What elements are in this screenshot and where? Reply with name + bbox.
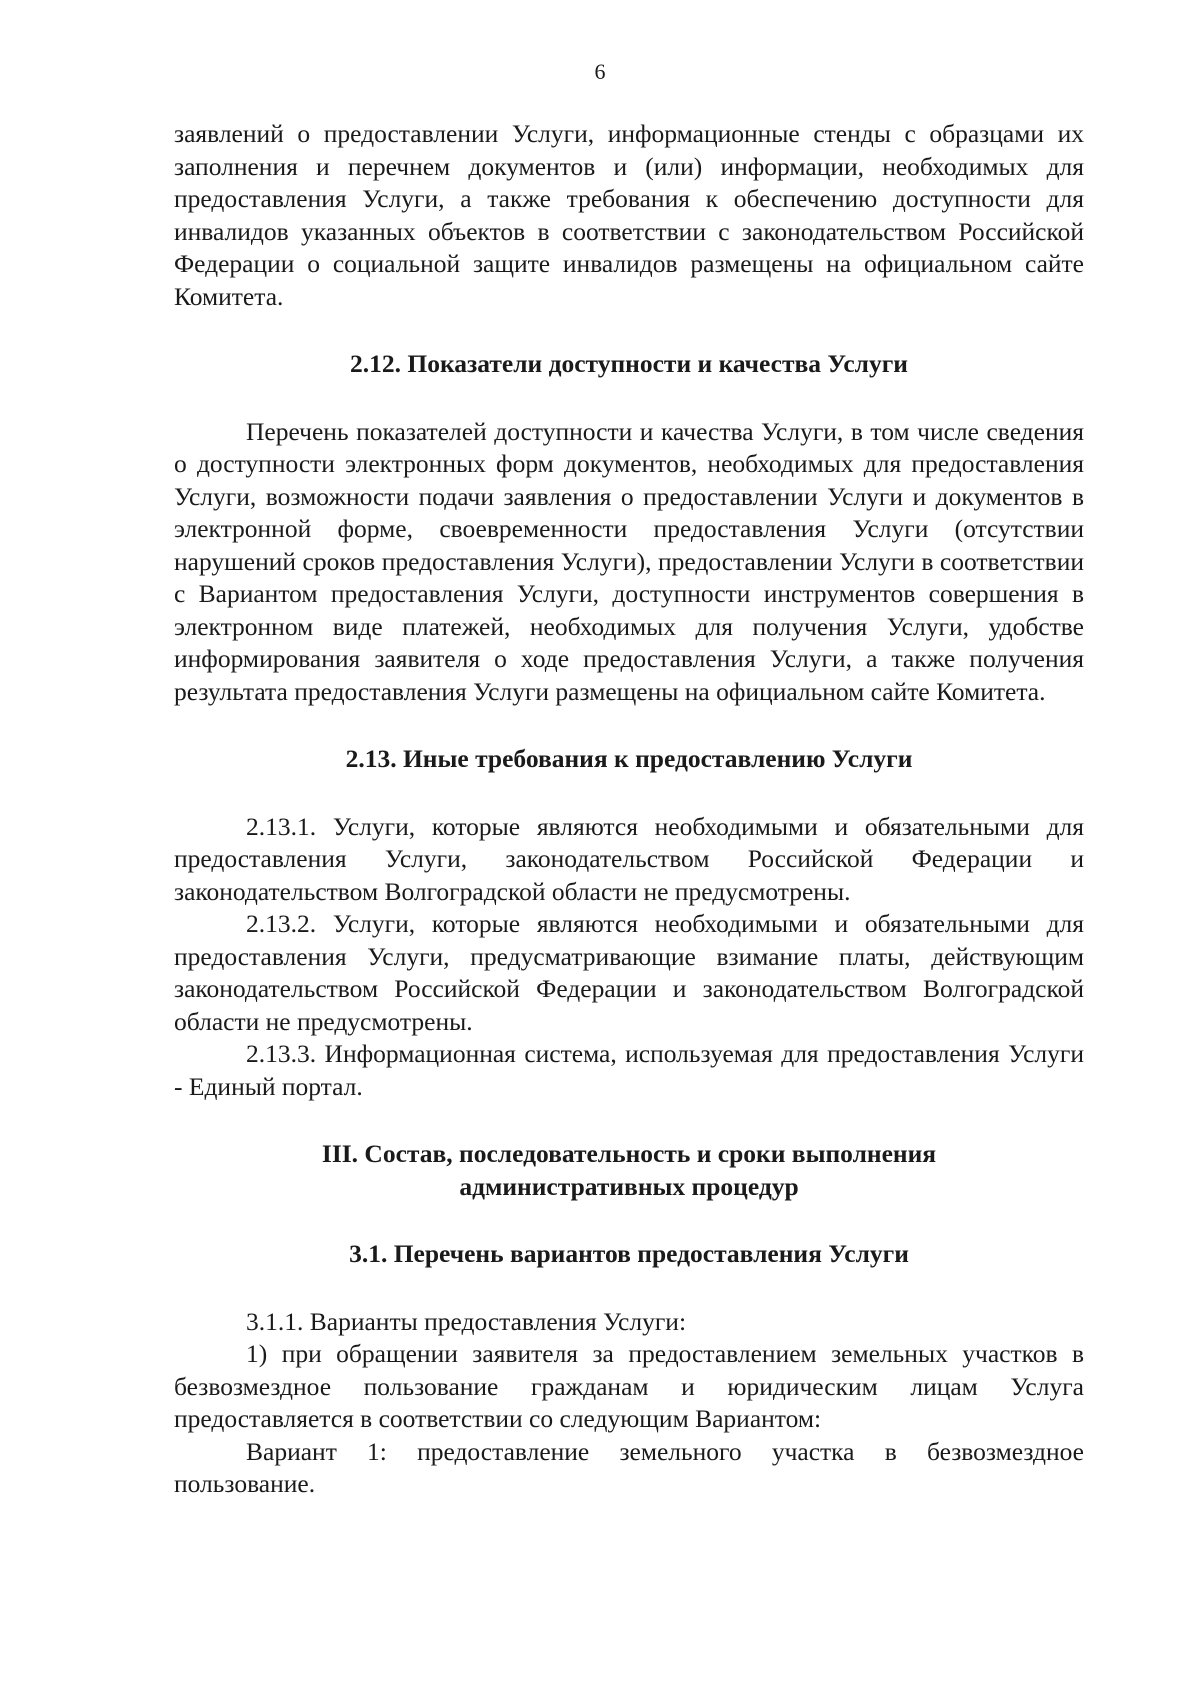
document-body — [174, 118, 1084, 1501]
intro-paragraph: заявлений о предоставлении Услуги, информационные стенды с образцами их заполнения и перечнем документов и (или) информации, необходимых для предоставления Услуги, а также требования к обеспечению доступности для инвалидов указанных объектов в соответствии с законодательством Российской Федерации о социальной защите инвалидов размещены на официальном сайте Комитета. — [174, 119, 1084, 311]
section-heading-2-12: 2.12. Показатели доступности и качества Услуги — [350, 349, 908, 378]
paragraph-variant-1: Вариант 1: предоставление земельного участка в безвозмездное пользование. — [174, 1436, 1084, 1498]
section-heading-3-1: 3.1. Перечень вариантов предоставления Услуги — [349, 1239, 909, 1268]
paragraph-3-1-1: 3.1.1. Варианты предоставления Услуги: — [246, 1306, 687, 1336]
chapter-heading-iii: III. Состав, последовательность и сроки выполнения административных процедур — [321, 1139, 937, 1201]
paragraph-2-13-1: 2.13.1. Услуги, которые являются необходимыми и обязательными для предоставления Услуги, законодательством Российской Федерации и законодательством Волгоградской области не предусмотрены. — [174, 811, 1084, 906]
page-number: 6 — [594, 59, 606, 84]
paragraph-2-13-3: 2.13.3. Информационная система, используемая для предоставления Услуги - Единый портал. — [174, 1039, 1084, 1101]
paragraph-2-13-2: 2.13.2. Услуги, которые являются необходимыми и обязательными для предоставления Услуги, предусматривающие взимание платы, действующим законодательством Российской Федерации и законодательством Волгоградской области не предусмотрены. — [174, 909, 1084, 1036]
paragraph-2-12: Перечень показателей доступности и качества Услуги, в том числе сведения о доступности электронных форм документов, необходимых для предоставления Услуги, возможности подачи заявления о предоставлении Услуги и документов в электронной форме, своевременности предоставления Услуги (отсутствии нарушений сроков предоставления Услуги), предоставлении Услуги в соответствии с Вариантом предоставления Услуги, доступности инструментов совершения в электронном виде платежей, необходимых для получения Услуги, удобстве информирования заявителя о ходе предоставления Услуги, а также получения результата предоставления Услуги размещены на официальном сайте Комитета. — [174, 416, 1084, 706]
paragraph-3-1-1-item-1: 1) при обращении заявителя за предоставлением земельных участков в безвозмездное пользование гражданам и юридическим лицам Услуга предоставляется в соответствии со следующим Вариантом: — [174, 1339, 1084, 1433]
section-heading-2-13: 2.13. Иные требования к предоставлению Услуги — [345, 744, 913, 773]
